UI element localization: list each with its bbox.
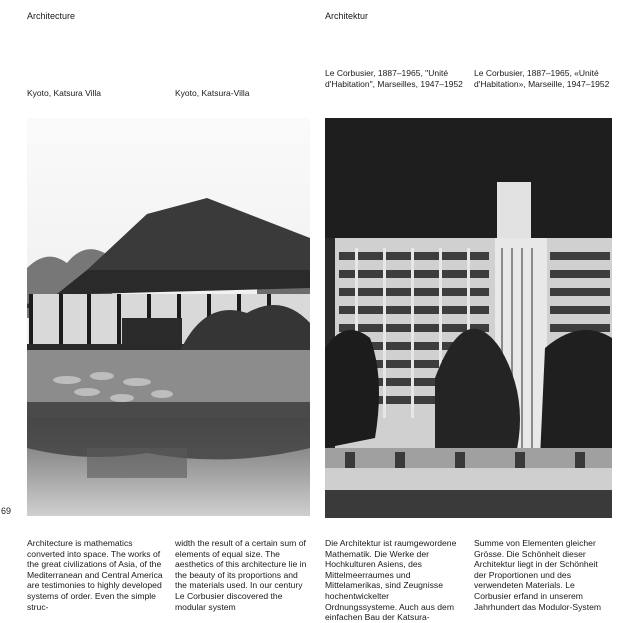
caption-katsura-en: Kyoto, Katsura Villa bbox=[27, 88, 102, 98]
katsura-villa-photo bbox=[27, 118, 310, 516]
caption-katsura-de: Kyoto, Katsura-Villa bbox=[175, 88, 250, 98]
unite-habitation-photo bbox=[325, 118, 612, 518]
caption-unite-de: Le Corbusier, 1887–1965, «Unité d'Habitation», Marseille, 1947–1952 bbox=[474, 68, 610, 89]
page-number: 69 bbox=[1, 506, 12, 516]
body-text-de-col2: Summe von Elementen gleicher Grösse. Die Schönheit dieser Architektur liegt in der Schönheit der Proportionen und des verwendeten Materials. Le Corbusier erfand in unserem Jahrhundert das Modulor-System bbox=[474, 538, 602, 612]
body-text-en-col1: Architecture is mathematics converted into space. The works of the great civilizations of Asia, of the Mediterranean and Central America are testimonies to highly developed systems of order. Even the simple struc- bbox=[27, 538, 163, 612]
body-text-en-col2: width the result of a certain sum of elements of equal size. The aesthetics of this architecture lie in the beauty of its proportions and the materials used. In our century Le Corbusier discovered the modular system bbox=[175, 538, 307, 612]
section-title-german: Architektur bbox=[325, 11, 369, 21]
body-text-de-col1: Die Architektur ist raumgewordene Mathematik. Die Werke der Hochkulturen Asiens, des Mittelmeerraumes und Mittelamerikas, sind Zeugnisse hochentwickelter Ordnungssysteme. Auch aus dem einfachen Bau der Katsura- bbox=[325, 538, 457, 623]
section-title-english: Architecture bbox=[27, 11, 76, 21]
caption-unite-en: Le Corbusier, 1887–1965, "Unité d'Habitation", Marseilles, 1947–1952 bbox=[325, 68, 463, 89]
